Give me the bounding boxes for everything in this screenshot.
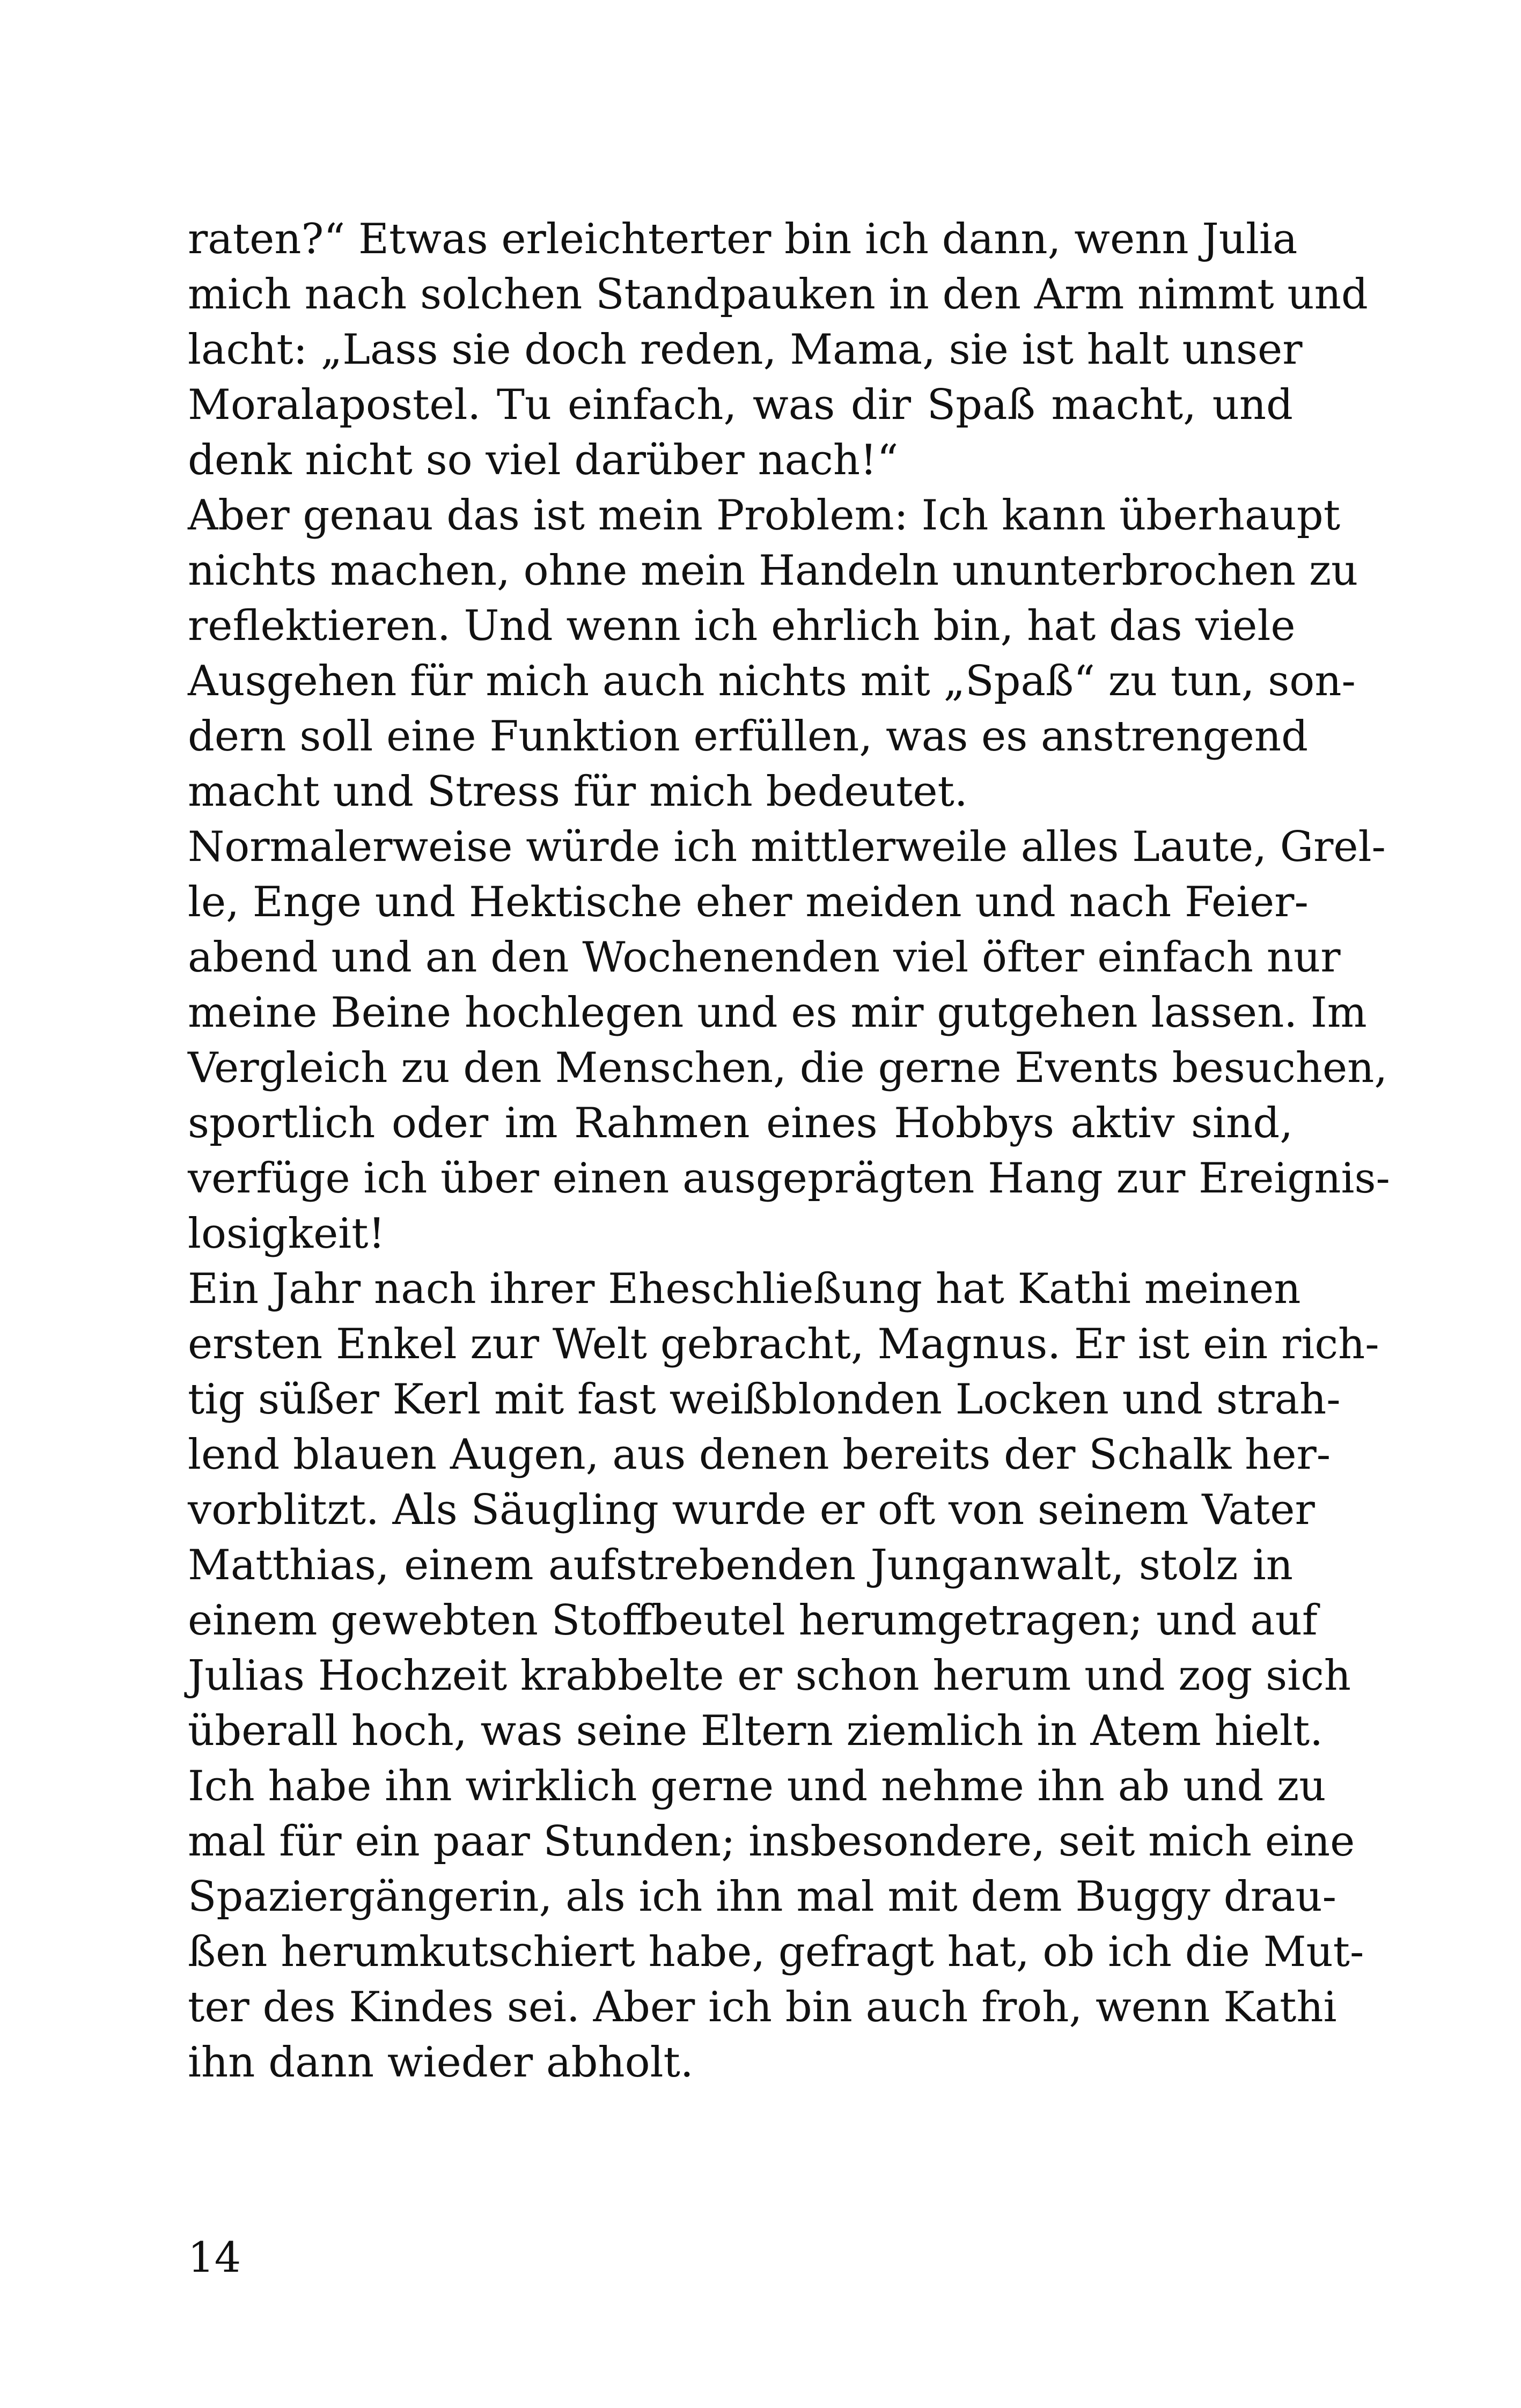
text-line: vorblitzt. Als Säugling wurde er oft von seinem Vater xyxy=(188,1486,1315,1534)
text-line: meine Beine hochlegen und es mir gutgehen lassen. Im xyxy=(188,989,1367,1037)
text-line: Ich habe ihn wirklich gerne und nehme ihn ab und zu xyxy=(188,1762,1326,1810)
text-line: denk nicht so viel darüber nach!“ xyxy=(188,436,899,484)
paragraph-5 xyxy=(188,1759,1364,2090)
text-line: ihn dann wieder abholt. xyxy=(188,2038,694,2087)
text-line: losigkeit! xyxy=(188,1210,385,1258)
text-line: Ein Jahr nach ihrer Eheschließung hat Kathi meinen xyxy=(188,1265,1301,1313)
text-line: reflektieren. Und wenn ich ehrlich bin, hat das viele xyxy=(188,602,1296,650)
text-line: Normalerweise würde ich mittlerweile alles Laute, Grel- xyxy=(188,823,1386,871)
text-line: tig süßer Kerl mit fast weißblonden Locken und strah- xyxy=(188,1375,1341,1424)
text-line: überall hoch, was seine Eltern ziemlich in Atem hielt. xyxy=(188,1707,1324,1755)
text-line: Moralapostel. Tu einfach, was dir Spaß macht, und xyxy=(188,381,1293,429)
text-line: macht und Stress für mich bedeutet. xyxy=(188,768,968,816)
text-line: Julias Hochzeit krabbelte er schon herum und zog sich xyxy=(188,1652,1351,1700)
text-line: Vergleich zu den Menschen, die gerne Events besuchen, xyxy=(188,1044,1388,1092)
text-line: ersten Enkel zur Welt gebracht, Magnus. Er ist ein rich- xyxy=(188,1320,1379,1368)
text-line: mich nach solchen Standpauken in den Arm nimmt und xyxy=(188,270,1368,319)
text-line: Spaziergängerin, als ich ihn mal mit dem Buggy drau- xyxy=(188,1873,1337,1921)
text-line: nichts machen, ohne mein Handeln ununterbrochen zu xyxy=(188,547,1358,595)
text-line: ßen herumkutschiert habe, gefragt hat, ob ich die Mut- xyxy=(188,1928,1364,1976)
text-line: mal für ein paar Stunden; insbesondere, seit mich eine xyxy=(188,1817,1355,1866)
text-line: abend und an den Wochenenden viel öfter einfach nur xyxy=(188,933,1341,982)
paragraph-1 xyxy=(188,212,1368,488)
paragraph-4 xyxy=(188,1262,1379,1759)
body-text xyxy=(188,212,1390,2090)
text-line: Matthias, einem aufstrebenden Junganwalt, stolz in xyxy=(188,1541,1293,1589)
text-line: ter des Kindes sei. Aber ich bin auch froh, wenn Kathi xyxy=(188,1983,1337,2031)
text-line: lend blauen Augen, aus denen bereits der Schalk her- xyxy=(188,1431,1331,1479)
text-line: verfüge ich über einen ausgeprägten Hang zur Ereignis- xyxy=(188,1154,1390,1203)
paragraph-3 xyxy=(188,820,1390,1262)
text-line: lacht: „Lass sie doch reden, Mama, sie ist halt unser xyxy=(188,326,1303,374)
text-line: dern soll eine Funktion erfüllen, was es anstrengend xyxy=(188,712,1309,761)
text-line: le, Enge und Hektische eher meiden und nach Feier- xyxy=(188,878,1309,926)
text-line: Ausgehen für mich auch nichts mit „Spaß“ zu tun, son- xyxy=(188,657,1356,705)
text-line: sportlich oder im Rahmen eines Hobbys aktiv sind, xyxy=(188,1099,1293,1147)
text-line: einem gewebten Stoffbeutel herumgetragen; und auf xyxy=(188,1596,1318,1645)
page-number: 14 xyxy=(188,2234,241,2282)
text-line: Aber genau das ist mein Problem: Ich kann überhaupt xyxy=(188,491,1341,540)
text-line: raten?“ Etwas erleichterter bin ich dann, wenn Julia xyxy=(188,215,1298,263)
paragraph-2 xyxy=(188,488,1358,820)
